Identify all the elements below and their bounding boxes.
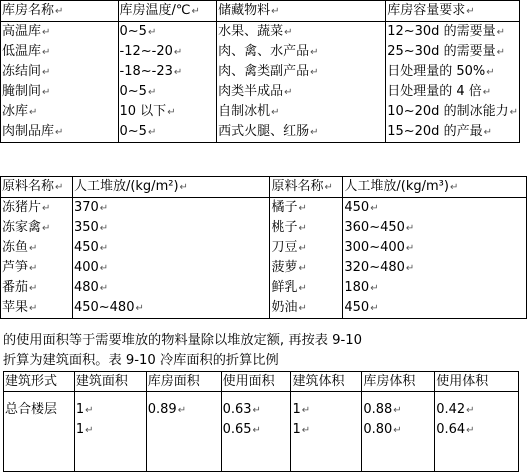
table-cell: 1↵ 1↵	[291, 392, 362, 472]
stacking-density-table	[0, 176, 527, 319]
table-body	[1, 198, 527, 319]
header-cell: 库房体积	[362, 372, 435, 392]
table-cell: 0.63↵ 0.65↵	[221, 392, 291, 472]
header-cell: 人工堆放/(kg/m²)↵	[72, 177, 270, 198]
material-name-column: 冻猪片↵ 冻家禽↵ 冻鱼↵ 芦笋↵ 番茄↵ 苹果↵	[1, 198, 73, 319]
area-conversion-table	[3, 371, 519, 472]
table-cell: 0.42↵ 0.64↵	[435, 392, 519, 472]
building-form-cell: 总合楼层	[4, 392, 75, 472]
header-cell: 使用面积	[221, 372, 291, 392]
table-cell: 1↵ 1↵	[74, 392, 146, 472]
table-header-row	[1, 177, 527, 198]
stacking-value-column: 370↵ 350↵ 450↵ 400↵ 480↵ 450~480↵	[72, 198, 270, 319]
header-cell: 建筑体积	[291, 372, 362, 392]
storage-requirements-table	[0, 0, 520, 143]
table-header-row	[4, 372, 519, 392]
header-cell: 原料名称↵	[1, 177, 73, 198]
temperature-column: 0~5↵ -12~-20↵ -18~-23↵ 0~5↵ 10 以下↵ 0~5↵	[118, 22, 217, 143]
stacking-value-column: 450↵ 360~450↵ 300~400↵ 320~480↵ 180↵ 450↵	[343, 198, 527, 319]
capacity-column: 12~30d 的需要量↵ 25~30d 的需要量↵ 日处理量的 50%↵ 日处理量的 4 倍↵ 10~20d 的制冰能力↵ 15~20d 的产最↵	[386, 22, 520, 143]
table-cell: 0.88↵ 0.80↵	[362, 392, 435, 472]
body-text-line: 的使用面积等于需要堆放的物料量除以堆放定额, 再按表 9-10	[3, 333, 363, 348]
header-cell: 人工堆放/(kg/m³)↵	[343, 177, 527, 198]
table-cell: 0.89↵	[146, 392, 221, 472]
table-header-row	[1, 1, 520, 22]
header-cell: 库房温度/℃↵	[118, 1, 217, 22]
header-cell: 使用体积	[435, 372, 519, 392]
material-name-column: 橘子↵ 桃子↵ 刀豆↵ 菠萝↵ 鲜乳↵ 奶油↵	[270, 198, 343, 319]
storage-name-column: 高温库↵ 低温库↵ 冻结间↵ 腌制间↵ 冰库↵ 肉制品库↵	[1, 22, 119, 143]
header-cell: 建筑形式	[4, 372, 75, 392]
header-cell: 库房名称↵	[1, 1, 119, 22]
body-text-line: 折算为建筑面积。表 9-10 冷库面积的折算比例	[3, 353, 279, 368]
header-cell: 库房容量要求↵	[386, 1, 520, 22]
table-row	[4, 392, 519, 472]
table-body	[1, 22, 520, 143]
header-cell: 储藏物料↵	[217, 1, 386, 22]
header-cell: 原料名称↵	[270, 177, 343, 198]
header-cell: 库房面积	[146, 372, 221, 392]
header-cell: 建筑面积	[74, 372, 146, 392]
materials-column: 水果、蔬菜↵ 肉、禽、水产品↵ 肉、禽类副产品↵ 肉类半成品↵ 自制冰机↵ 西式火腿、红肠↵	[217, 22, 386, 143]
